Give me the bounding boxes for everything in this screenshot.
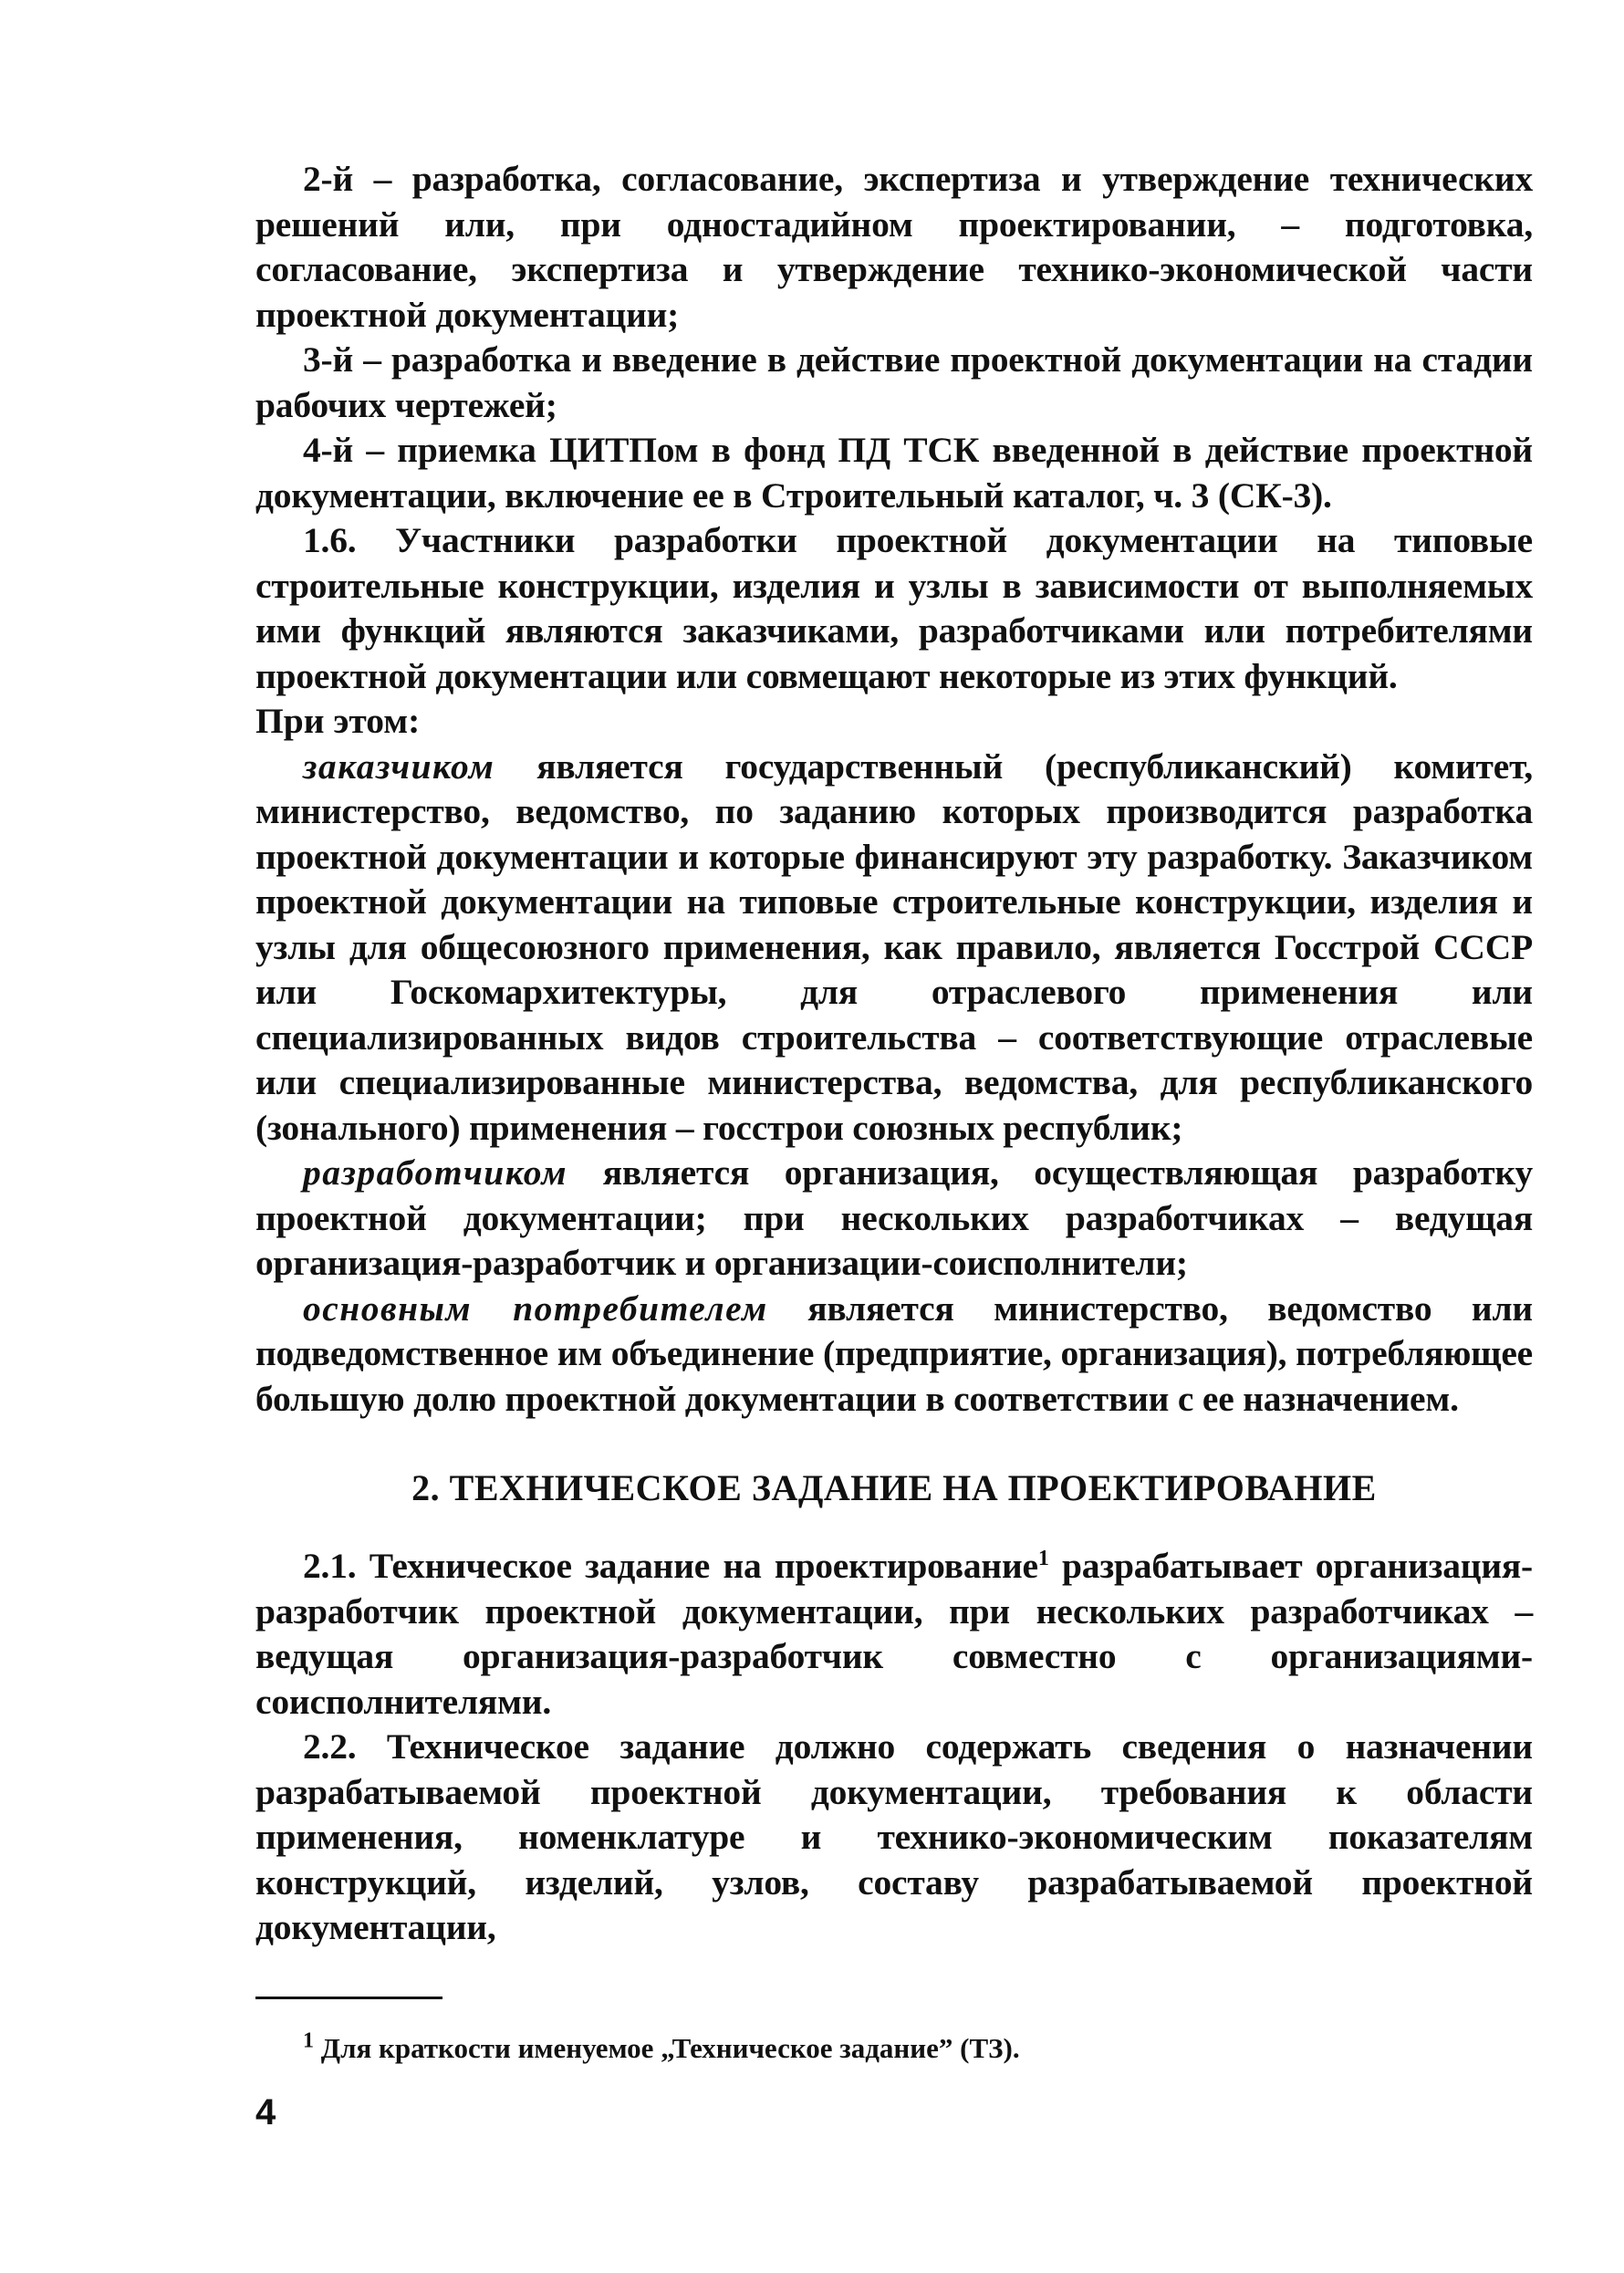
document-page [255,157,1533,2133]
clause-1-6-paragraph: 1.6. Участники разработки проектной документации на типовые строительные конструкции, изделия и узлы в зависимости от выполняемых ими функций являются заказчиками, разработчиками или потребителями проектной документации или совмещают некоторые из этих функций. [255,520,1533,696]
footnote-reference-mark[interactable]: 1 [1037,1546,1049,1570]
stage-4-paragraph: 4-й – приемка ЦИТПом в фонд ПД ТСК введенной в действие проектной документации, включение ее в Строительный каталог, ч. 3 (СК-3). [255,430,1533,516]
clause-2-2-paragraph: 2.2. Техническое задание должно содержать сведения о назначении разрабатываемой проектной документации, требования к области применения, номенклатуре и технико-экономическим показателям конструкций, изделий, узлов, составу разрабатываемой проектной документации, [255,1726,1533,1947]
role-customer-paragraph [255,745,1533,1152]
role-consumer-paragraph [255,1287,1533,1423]
role-developer-text: является организация, осуществляющая разработку проектной документации; при нескольких разработчиках – ведущая организация-разработчик и организации-соисполнители; [255,1152,1533,1283]
role-customer-text: является государственный (республиканский) комитет, министерство, ведомство, по заданию которых производится разработка проектной документации и которые финансируют эту разработку. Заказчиком проектной документации на типовые строительные конструкции, изделия и узлы для общесоюзного применения, как правило, является Госстрой СССР или Госкомархитектуры, для отраслевого применения или специализированных видов строительства – соответствующие отраслевые или специализированные министерства, ведомства, для республиканского (зонального) применения – госстрои союзных республик; [255,746,1533,1148]
footnote-mark: 1 [303,2028,314,2053]
role-developer-term: разработчиком [303,1152,568,1193]
section-2-heading: 2. ТЕХНИЧЕСКОЕ ЗАДАНИЕ НА ПРОЕКТИРОВАНИЕ [411,1467,1377,1508]
clause-2-1-after: разрабатывает организация-разработчик проектной документации, при нескольких разработчиках – ведущая организация-разработчик совместно с организациями-соисполнителями. [255,1546,1533,1722]
clause-2-1-before: 2.1. Техническое задание на проектирование [303,1546,1038,1586]
footnote-divider [255,1997,442,1999]
footnote-text: Для краткости именуемое „Техническое задание” (ТЗ). [314,2031,1020,2064]
stage-2-paragraph: 2-й – разработка, согласование, экспертиза и утверждение технических решений или, при одностадийном проектировании, – подготовка, согласование, экспертиза и утверждение технико-экономической части проектной документации; [255,159,1533,335]
page-number: 4 [255,2091,276,2132]
footnote [303,2030,1533,2067]
role-consumer-text: является министерство, ведомство или подведомственное им объединение (предприятие, организация), потребляющее большую долю проектной документации в соответствии с ее назначением. [255,1288,1533,1419]
stage-3-paragraph: 3-й – разработка и введение в действие проектной документации на стадии рабочих чертежей; [255,339,1533,425]
clause-2-1-paragraph [255,1544,1533,1725]
role-developer-paragraph [255,1151,1533,1287]
role-consumer-term: основным потребителем [303,1288,768,1329]
clause-1-6-lead: При этом: [255,701,421,741]
role-customer-term: заказчиком [303,746,495,787]
